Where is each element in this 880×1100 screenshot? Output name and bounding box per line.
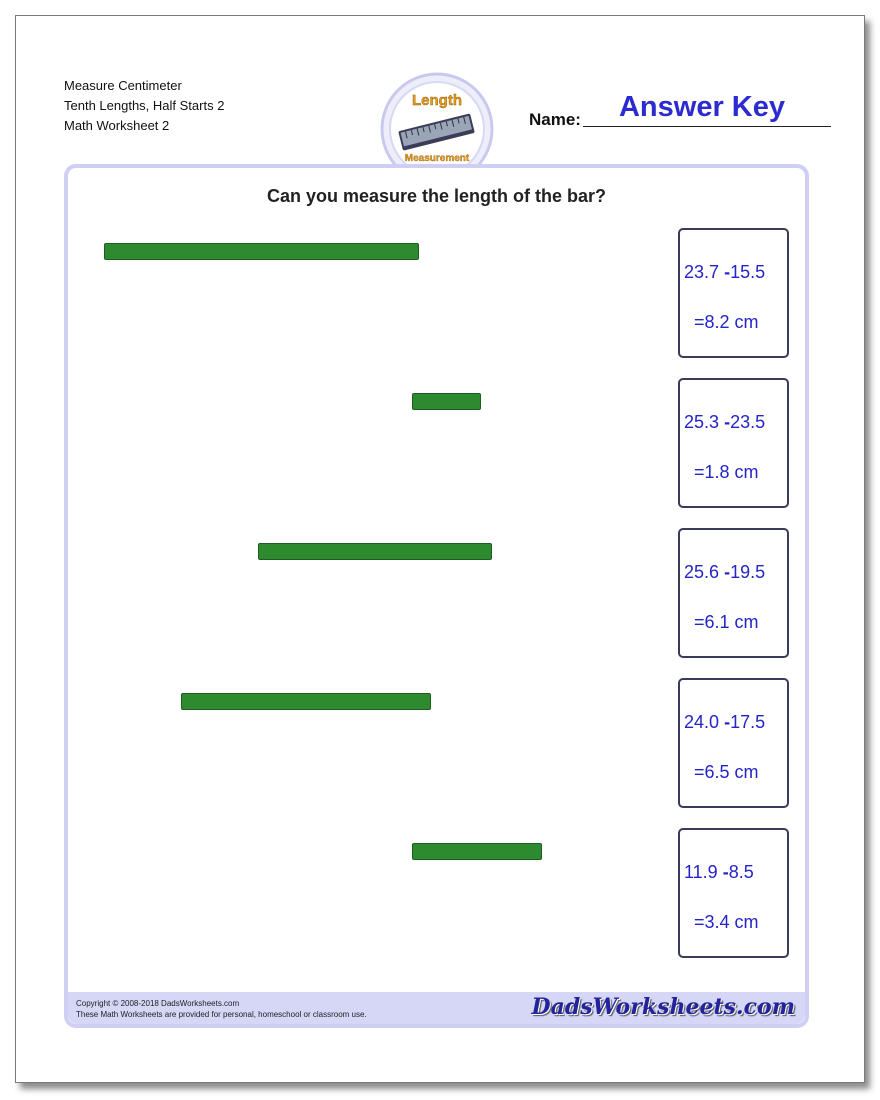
minus-sign: - (724, 262, 731, 282)
answer-box-2 (678, 378, 789, 508)
answer-box-1 (678, 228, 789, 358)
ruler-2 (85, 414, 662, 506)
measure-bar-5 (412, 843, 542, 860)
name-label: Name: (529, 110, 581, 129)
dadsworksheets-logo: DadsWorksheets.com (531, 994, 795, 1020)
answer-subtraction-2: 25.3 -23.5 (684, 412, 766, 432)
question-text: Can you measure the length of the bar? (266, 186, 607, 206)
usage-notice: These Math Worksheets are provided for personal, homeschool or classroom use. (76, 1010, 367, 1019)
answer-subtraction-4: 24.0 -17.5 (684, 712, 766, 732)
copyright-text: Copyright © 2008-2018 DadsWorksheets.com (76, 999, 240, 1008)
logo-top-text: Length (412, 92, 462, 109)
answer-result-3: =6.1 cm (694, 612, 759, 632)
minus-sign: - (724, 412, 731, 432)
equals-sign: = (694, 312, 705, 332)
answer-result-5: =3.4 cm (694, 912, 759, 932)
worksheet-title (64, 76, 224, 136)
ruler-1 (85, 264, 662, 356)
measure-bar-3 (258, 543, 492, 560)
minus-sign: - (724, 562, 731, 582)
ruler-4 (85, 714, 662, 806)
answer-subtraction-1: 23.7 -15.5 (684, 262, 766, 282)
ruler-3 (85, 564, 662, 656)
answer-key-title: Answer Key (618, 91, 785, 123)
title-line-2: Tenth Lengths, Half Starts 2 (64, 98, 225, 113)
title-line-3: Math Worksheet 2 (64, 118, 170, 133)
answer-result-2: =1.8 cm (694, 462, 759, 482)
equals-sign: = (694, 762, 705, 782)
equals-sign: = (694, 912, 705, 932)
answer-result-1: =8.2 cm (694, 312, 759, 332)
measure-bar-1 (104, 243, 419, 260)
name-field-line (583, 126, 831, 127)
equals-sign: = (694, 612, 705, 632)
answer-subtraction-5: 11.9 -8.5 (684, 862, 754, 882)
measure-bar-2 (412, 393, 481, 410)
minus-sign: - (724, 712, 731, 732)
answer-result-4: =6.5 cm (694, 762, 759, 782)
minus-sign: - (722, 862, 729, 882)
answer-subtraction-3: 25.6 -19.5 (684, 562, 766, 582)
answer-box-3 (678, 528, 789, 658)
logo-bottom-text: Measurement (404, 153, 470, 164)
ruler-5 (85, 864, 662, 956)
equals-sign: = (694, 462, 705, 482)
footer-copyright (76, 998, 367, 1020)
measure-bar-4 (181, 693, 431, 710)
title-line-1: Measure Centimeter (64, 78, 182, 93)
footer-bar (68, 992, 805, 1024)
answer-box-5 (678, 828, 789, 958)
answer-box-4 (678, 678, 789, 808)
